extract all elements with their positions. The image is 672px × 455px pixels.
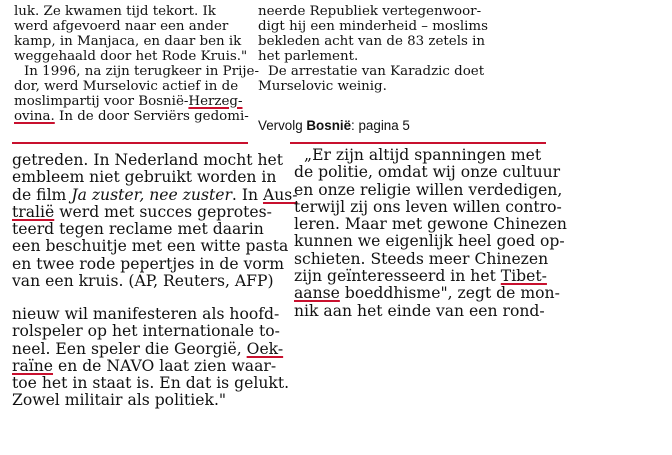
text-line <box>294 284 560 303</box>
text-line: een beschuitje met een witte pasta <box>12 237 289 256</box>
marked-word: Tibet- <box>500 267 547 286</box>
marked-word: tralië <box>12 202 55 221</box>
text-line: digt hij een minderheid – moslims <box>258 19 488 34</box>
text-run: neel. Een speler die Georgië, <box>12 339 247 358</box>
text-line: „Er zijn altijd spanningen met <box>304 146 542 164</box>
red-rule-left <box>12 142 248 144</box>
text-line: kunnen we eigenlijk heel goed op- <box>294 232 565 251</box>
text-line: dor, werd Murselovic actief in de <box>14 79 239 94</box>
text-line: de politie, omdat wij onze cultuur <box>294 163 561 182</box>
text-line <box>12 185 298 204</box>
text-line: neerde Republiek vertegenwoor- <box>258 4 482 19</box>
text-run: werd met succes geprotes- <box>54 202 272 221</box>
continued-prefix: Vervolg <box>258 118 307 133</box>
red-rule-right <box>290 142 546 144</box>
text-line <box>294 268 556 285</box>
marked-word: aanse <box>294 284 340 303</box>
text-line: werd afgevoerd naar een ander <box>14 19 229 34</box>
text-line: schieten. Steeds meer Chinezen <box>294 249 549 268</box>
fragment-bottom-left <box>12 305 290 410</box>
text-line: embleem niet gebruikt worden in <box>12 168 277 187</box>
text-line <box>14 94 244 109</box>
text-run: en de NAVO laat zien waar- <box>53 356 277 375</box>
text-line: De arrestatie van Karadzic doet <box>268 64 485 79</box>
marked-word: Aus- <box>262 185 298 204</box>
text-line <box>12 339 284 358</box>
text-line: getreden. In Nederland mocht het <box>12 151 284 169</box>
text-run: boeddhisme", zegt de mon- <box>339 284 560 303</box>
text-line <box>14 109 249 124</box>
text-line: terwijl zij ons leven willen contro- <box>294 197 562 216</box>
text-run: de film <box>12 185 72 204</box>
text-line: het parlement. <box>258 49 359 64</box>
text-line: In 1996, na zijn terugkeer in Prije- <box>24 64 259 79</box>
marked-word: ovina. <box>14 109 55 124</box>
text-line: luk. Ze kwamen tijd tekort. Ik <box>14 4 216 19</box>
text-line: rolspeler op het internationale to- <box>12 322 280 341</box>
text-line: Murselovic weinig. <box>258 79 387 94</box>
fragment-top-left <box>14 4 259 124</box>
marked-word: raïne <box>12 356 54 375</box>
continuation-reference <box>258 118 410 133</box>
text-run: moslimpartij voor Bosnië- <box>14 94 189 109</box>
text-line: weggehaald door het Rode Kruis." <box>14 49 248 64</box>
text-line: nieuw wil manifesteren als hoofd- <box>12 305 280 323</box>
film-title: Ja zuster, nee zuster <box>71 185 232 204</box>
continued-suffix: : pagina 5 <box>351 118 410 133</box>
text-line: en onze religie willen verdedigen, <box>294 180 563 199</box>
text-run: In de door Serviërs gedomi- <box>54 109 249 124</box>
text-line: nik aan het einde van een rond- <box>294 301 545 320</box>
text-line: teerd tegen reclame met daarin <box>12 220 264 239</box>
text-run: . In <box>231 185 263 204</box>
text-line: bekleden acht van de 83 zetels in <box>258 34 486 49</box>
text-line <box>12 358 276 375</box>
text-line: van een kruis. (AP, Reuters, AFP) <box>12 272 274 291</box>
text-line: leren. Maar met gewone Chinezen <box>294 215 567 234</box>
marked-word: Oek- <box>246 339 284 358</box>
text-line: Zowel militair als politiek." <box>12 391 227 410</box>
continued-section: Bosnië <box>306 118 352 133</box>
fragment-mid-right <box>294 146 567 320</box>
text-run: zijn geïnteresseerd in het <box>294 267 501 286</box>
marked-word: Herzeg- <box>188 94 243 109</box>
text-line <box>12 204 276 221</box>
text-line: toe het in staat is. En dat is gelukt. <box>12 374 290 393</box>
fragment-mid-left <box>12 151 298 291</box>
text-line: en twee rode pepertjes in de vorm <box>12 254 285 273</box>
fragment-top-right <box>258 4 498 94</box>
text-line: kamp, in Manjaca, en daar ben ik <box>14 34 242 49</box>
